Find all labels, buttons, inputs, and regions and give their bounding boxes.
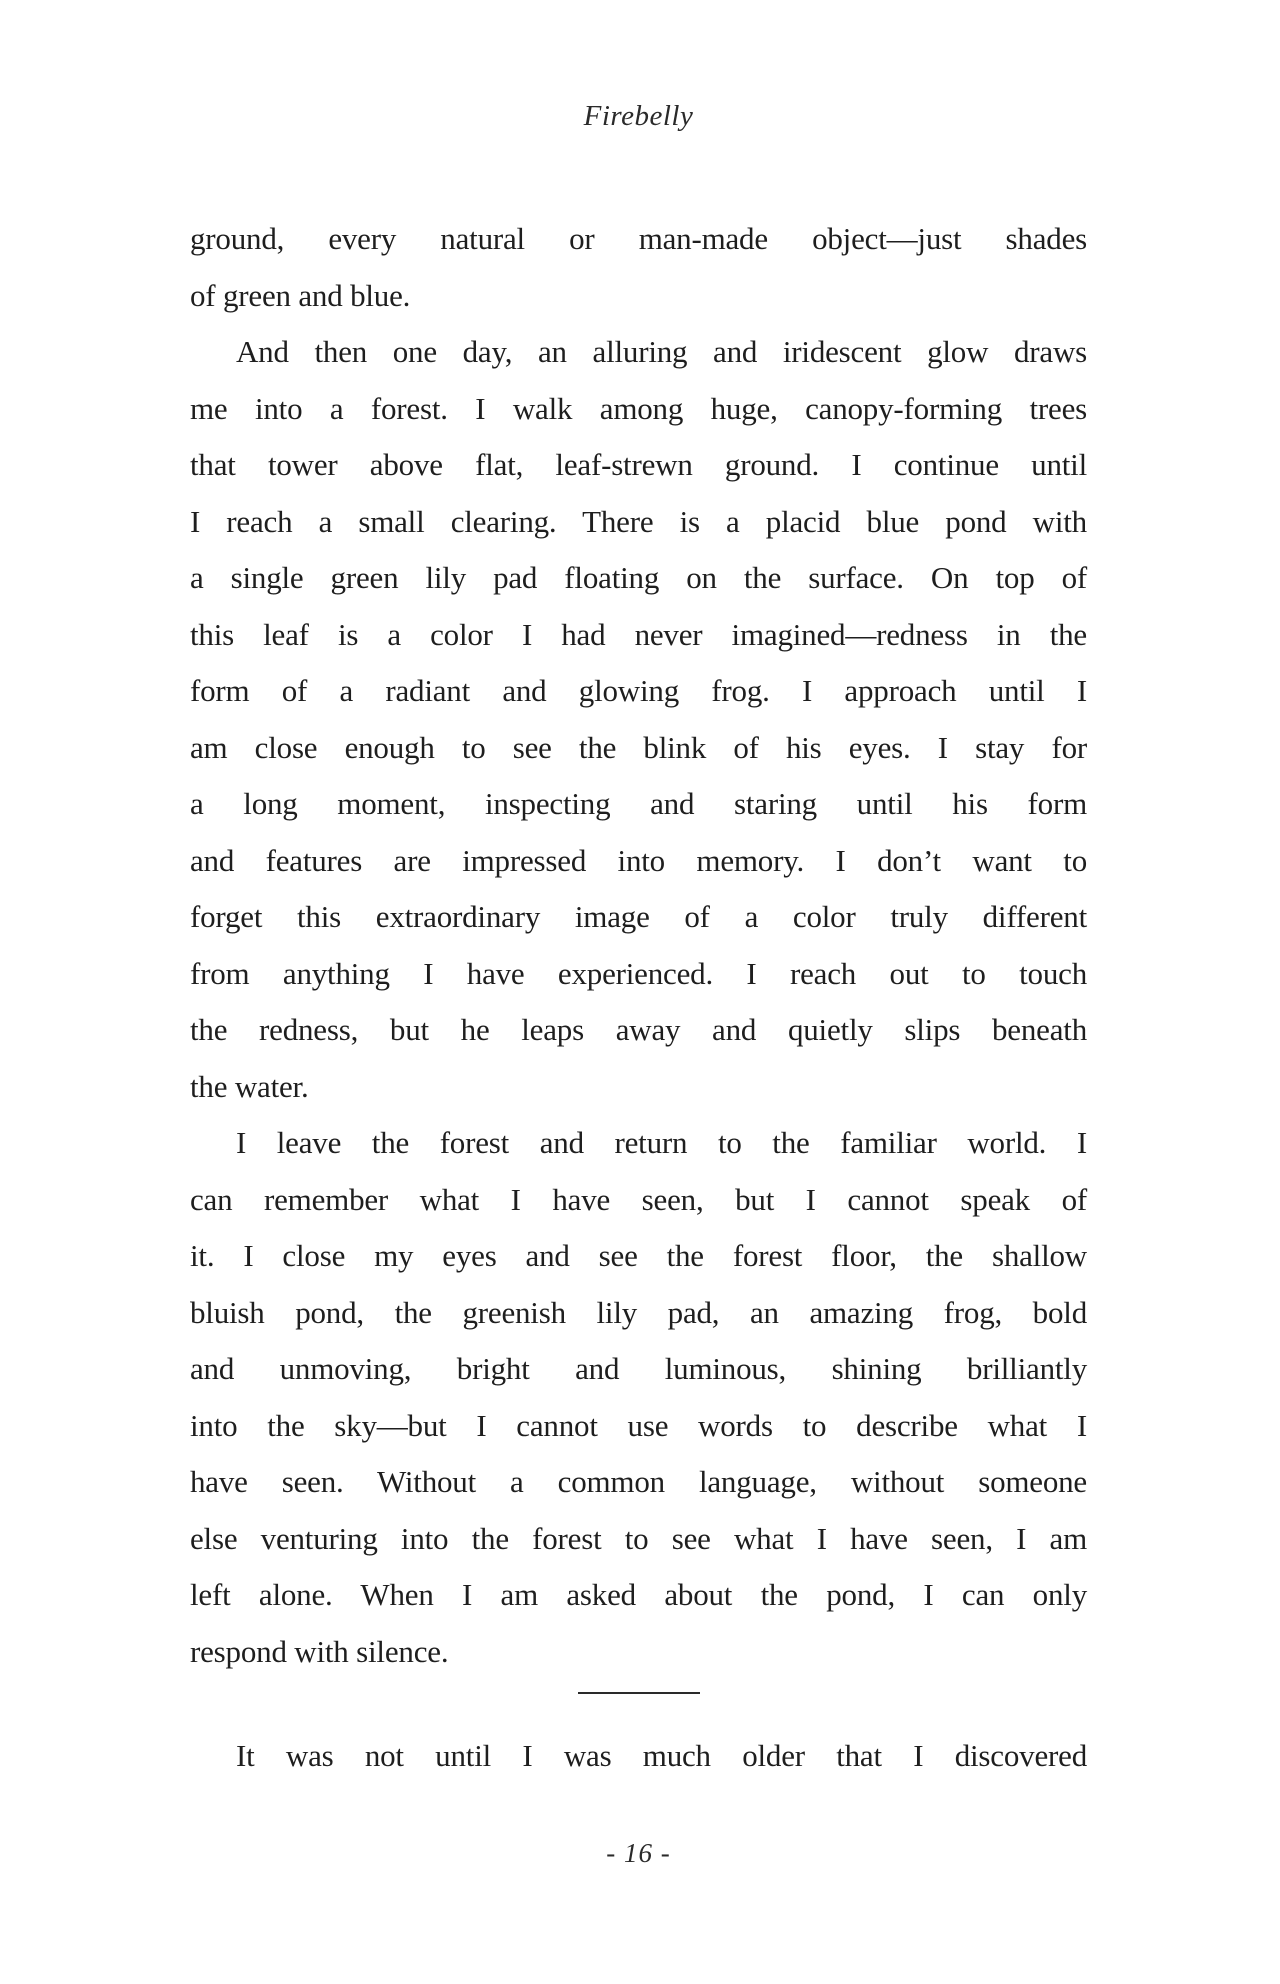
text-line: me into a forest. I walk among huge, canopy-forming trees [190,390,1087,426]
text-line: this leaf is a color I had never imagined—redness in the [190,616,1087,652]
text-line: the water. [190,1068,309,1104]
text-line: form of a radiant and glowing frog. I approach until I [190,673,1087,708]
text-line: It was not until I was much older that I discovered [236,1738,1087,1773]
text-line: a long moment, inspecting and staring until his form [190,786,1087,821]
text-line: and features are impressed into memory. I don’t want to [190,842,1087,878]
text-line: I leave the forest and return to the familiar world. I [236,1125,1087,1160]
text-line: can remember what I have seen, but I cannot speak of [190,1181,1087,1217]
text-line: respond with silence. [190,1633,449,1669]
text-line: else venturing into the forest to see what I have seen, I am [190,1520,1087,1556]
text-line: And then one day, an alluring and iridescent glow draws [236,334,1087,369]
text-line: ground, every natural or man-made object—just shades [190,221,1087,256]
page-body [190,211,1087,1785]
text-line: of green and blue. [190,277,411,313]
continuation-paragraphs [190,1728,1087,1785]
text-line: left alone. When I am asked about the pond, I can only [190,1577,1087,1612]
text-line: forget this extraordinary image of a color truly different [190,899,1087,934]
text-line: and unmoving, bright and luminous, shining brilliantly [190,1351,1087,1386]
section-break-rule [578,1692,700,1694]
text-line: that tower above flat, leaf-strewn ground. I continue until [190,447,1087,482]
text-line: it. I close my eyes and see the forest floor, the shallow [190,1238,1087,1273]
page-number: - 16 - [606,1838,671,1868]
text-line: the redness, but he leaps away and quietly slips beneath [190,1012,1087,1047]
main-paragraphs [190,211,1087,1680]
text-line: into the sky—but I cannot use words to describe what I [190,1407,1087,1443]
text-line: am close enough to see the blink of his eyes. I stay for [190,729,1087,765]
text-line: have seen. Without a common language, without someone [190,1464,1087,1499]
text-line: from anything I have experienced. I reach out to touch [190,955,1087,991]
text-line: bluish pond, the greenish lily pad, an amazing frog, bold [190,1294,1087,1330]
running-header-title: Firebelly [583,100,694,132]
text-line: a single green lily pad floating on the surface. On top of [190,560,1087,595]
text-line: I reach a small clearing. There is a placid blue pond with [190,503,1087,539]
